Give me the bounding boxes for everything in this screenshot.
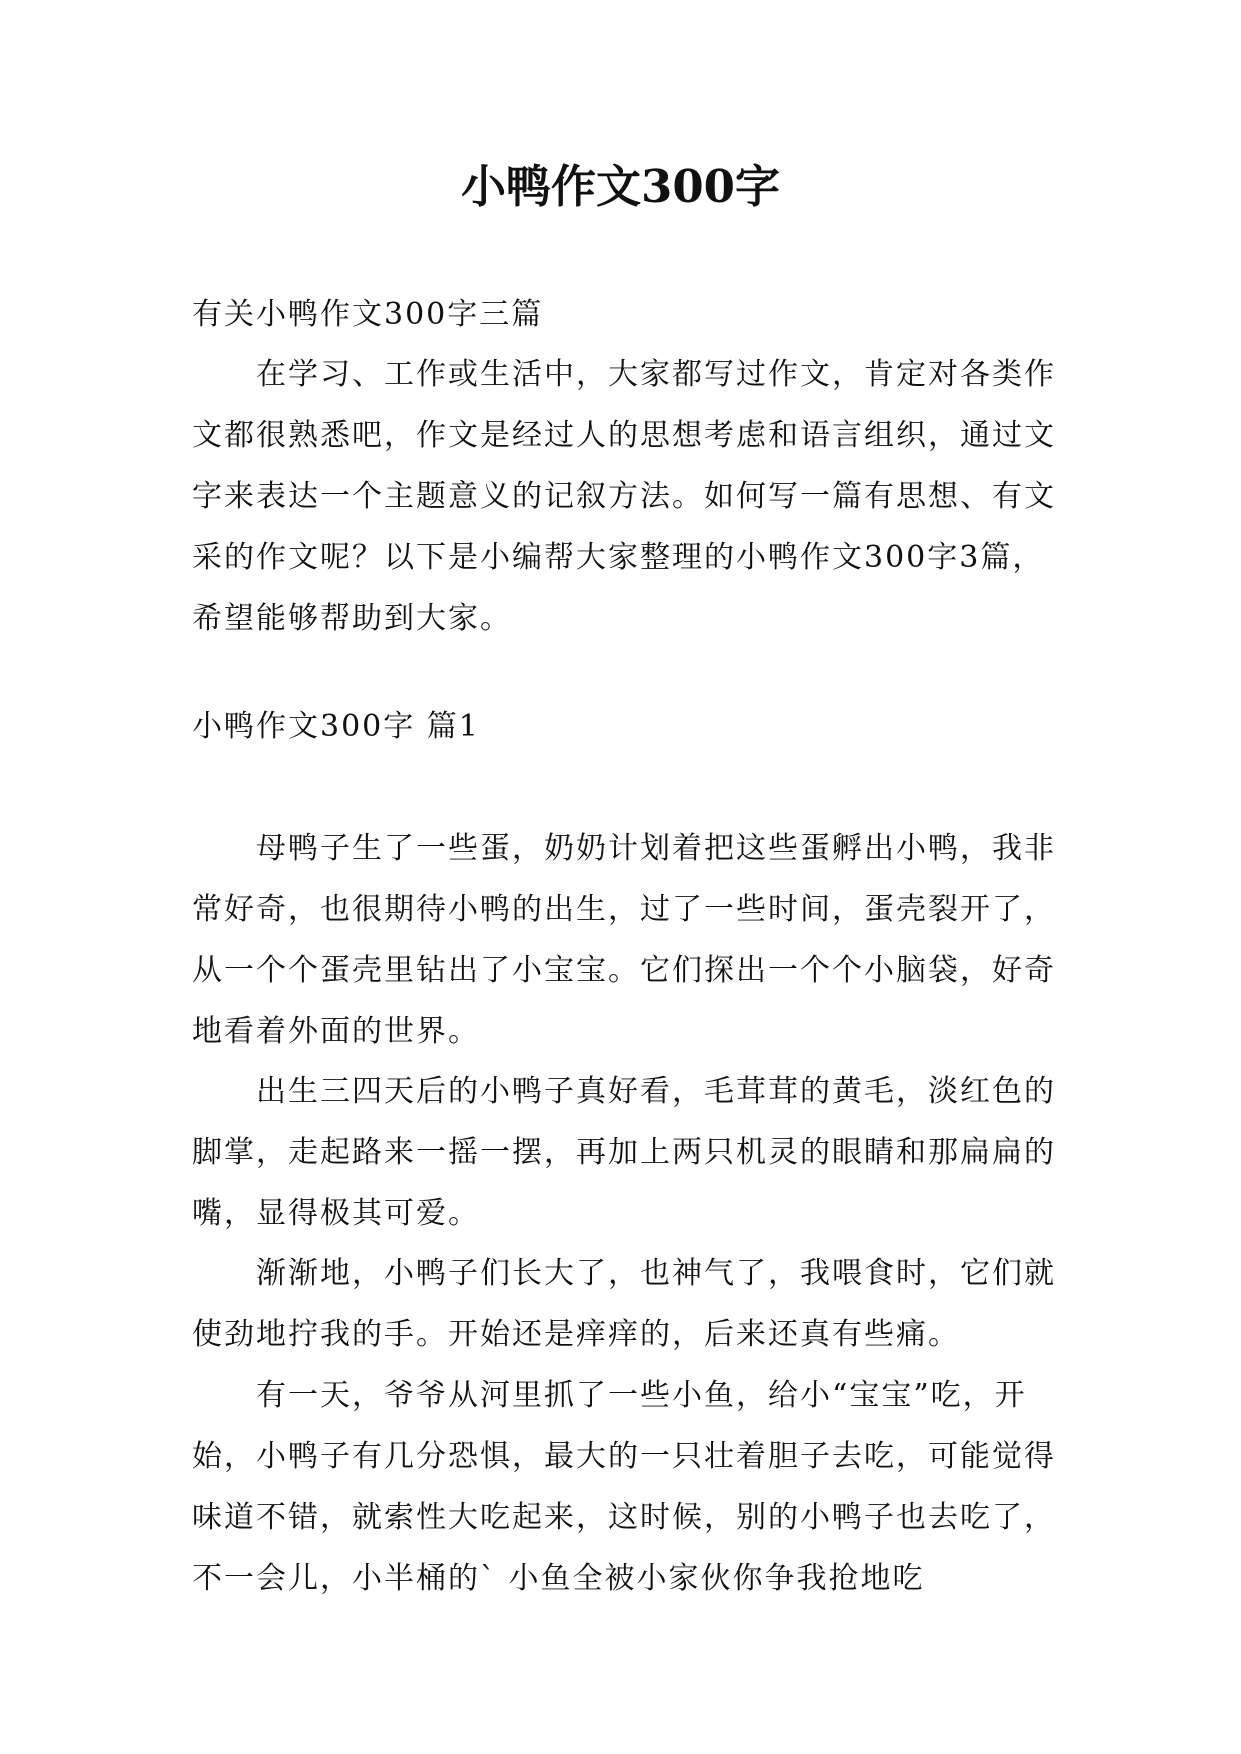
body-paragraph-2-wrap [192,1061,1072,1244]
body-paragraph: 母鸭子生了一些蛋，奶奶计划着把这些蛋孵出小鸭，我非常好奇，也很期待小鸭的出生，过了一些时间，蛋壳裂开了，从一个个蛋壳里钻出了小宝宝。它们探出一个个小脑袋，好奇地看着外面的世界。 [192,831,1056,1049]
body-paragraph: 渐渐地，小鸭子们长大了，也神气了，我喂食时，它们就使劲地拧我的手。开始还是痒痒的，后来还真有些痛。 [192,1256,1056,1352]
section-heading: 小鸭作文300字 篇1 [192,709,480,744]
document-subtitle: 有关小鸭作文300字三篇 [192,297,544,332]
intro-paragraph: 在学习、工作或生活中，大家都写过作文，肯定对各类作文都很熟悉吧，作文是经过人的思想考虑和语言组织，通过文字来表达一个主题意义的记叙方法。如何写一篇有思想、有文采的作文呢？以下是小编帮大家整理的小鸭作文300字3篇，希望能够帮助到大家。 [192,357,1056,636]
body-paragraph-3-wrap [192,1243,1072,1365]
document-title: 小鸭作文300字 [461,160,780,213]
body-paragraph: 有一天，爷爷从河里抓了一些小鱼，给小“宝宝”吃，开始，小鸭子有几分恐惧，最大的一只壮着胆子去吃，可能觉得味道不错，就索性大吃起来，这时候，别的小鸭子也去吃了，不一会儿，小半桶的` 小鱼全被小家伙你争我抢地吃 [192,1378,1056,1596]
body-paragraph-4-wrap [192,1365,1072,1609]
body-paragraph: 出生三四天后的小鸭子真好看，毛茸茸的黄毛，淡红色的脚掌，走起路来一摇一摆，再加上两只机灵的眼睛和那扁扁的嘴，显得极其可爱。 [192,1074,1056,1231]
body-paragraph-1-wrap [192,818,1072,1062]
